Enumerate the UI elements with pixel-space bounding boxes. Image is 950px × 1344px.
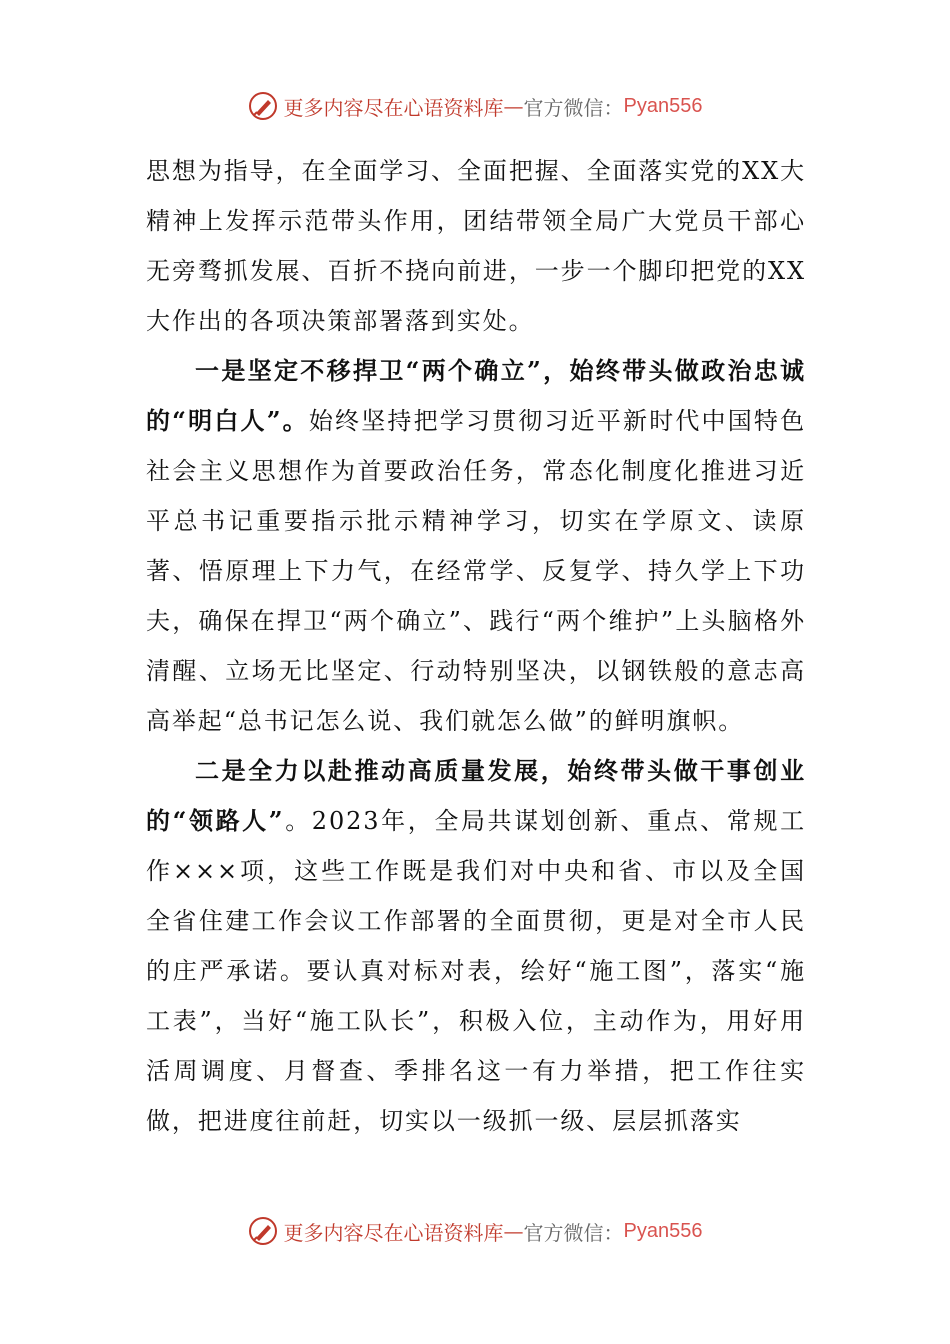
watermark-main-text: 更多内容尽在心语资料库: [283, 95, 504, 120]
watermark-account: Pyan556: [623, 94, 703, 117]
watermark-main-text: 更多内容尽在心语资料库: [283, 1220, 504, 1245]
paragraph-text: 始终坚持把学习贯彻习近平新时代中国特色社会主义思想作为首要政治任务，常态化制度化推进习近平总书记重要指示批示精神学习，切实在学原文、读原著、悟原理上下力气，在经常学、反复学、持久学上下功夫，确保在捍卫“两个确立”、践行“两个维护”上头脑格外清醒、立场无比坚定、行动特别坚决，以钢铁般的意志高高举起“总书记怎么说、我们就怎么做”的鲜明旗帜。: [146, 407, 806, 735]
document-body: [146, 146, 806, 1146]
paragraph-lead: 一是坚定不移捍卫“两个确立”，始终带头做政治忠诚的“明白人”。: [146, 356, 806, 435]
watermark-dash: —: [503, 1219, 524, 1243]
watermark-label: 官方微信：: [523, 95, 624, 120]
paragraph-text: 思想为指导，在全面学习、全面把握、全面落实党的XX大精神上发挥示范带头作用，团结带领全局广大党员干部心无旁骛抓发展、百折不挠向前进，一步一个脚印把党的XX大作出的各项决策部署落到实处。: [146, 157, 806, 335]
watermark-header: [0, 86, 950, 126]
watermark-dash: —: [503, 94, 524, 118]
paragraph: [146, 346, 806, 746]
pen-logo-icon: [248, 1216, 278, 1246]
paragraph-lead: 二是全力以赴推动高质量发展，始终带头做干事创业的“领路人”: [146, 756, 806, 835]
watermark-account: Pyan556: [623, 1219, 703, 1242]
watermark-label: 官方微信：: [523, 1220, 624, 1245]
watermark-footer: [0, 1211, 950, 1251]
paragraph: [146, 746, 806, 1146]
paragraph: [146, 146, 806, 346]
paragraph-text: 。2023年，全局共谋划创新、重点、常规工作×××项，这些工作既是我们对中央和省、市以及全国全省住建工作会议工作部署的全面贯彻，更是对全市人民的庄严承诺。要认真对标对表，绘好“施工图”，落实“施工表”，当好“施工队长”，积极入位，主动作为，用好用活周调度、月督查、季排名这一有力举措，把工作往实做，把进度往前赶，切实以一级抓一级、层层抓落实: [146, 807, 806, 1135]
pen-logo-icon: [248, 91, 278, 121]
